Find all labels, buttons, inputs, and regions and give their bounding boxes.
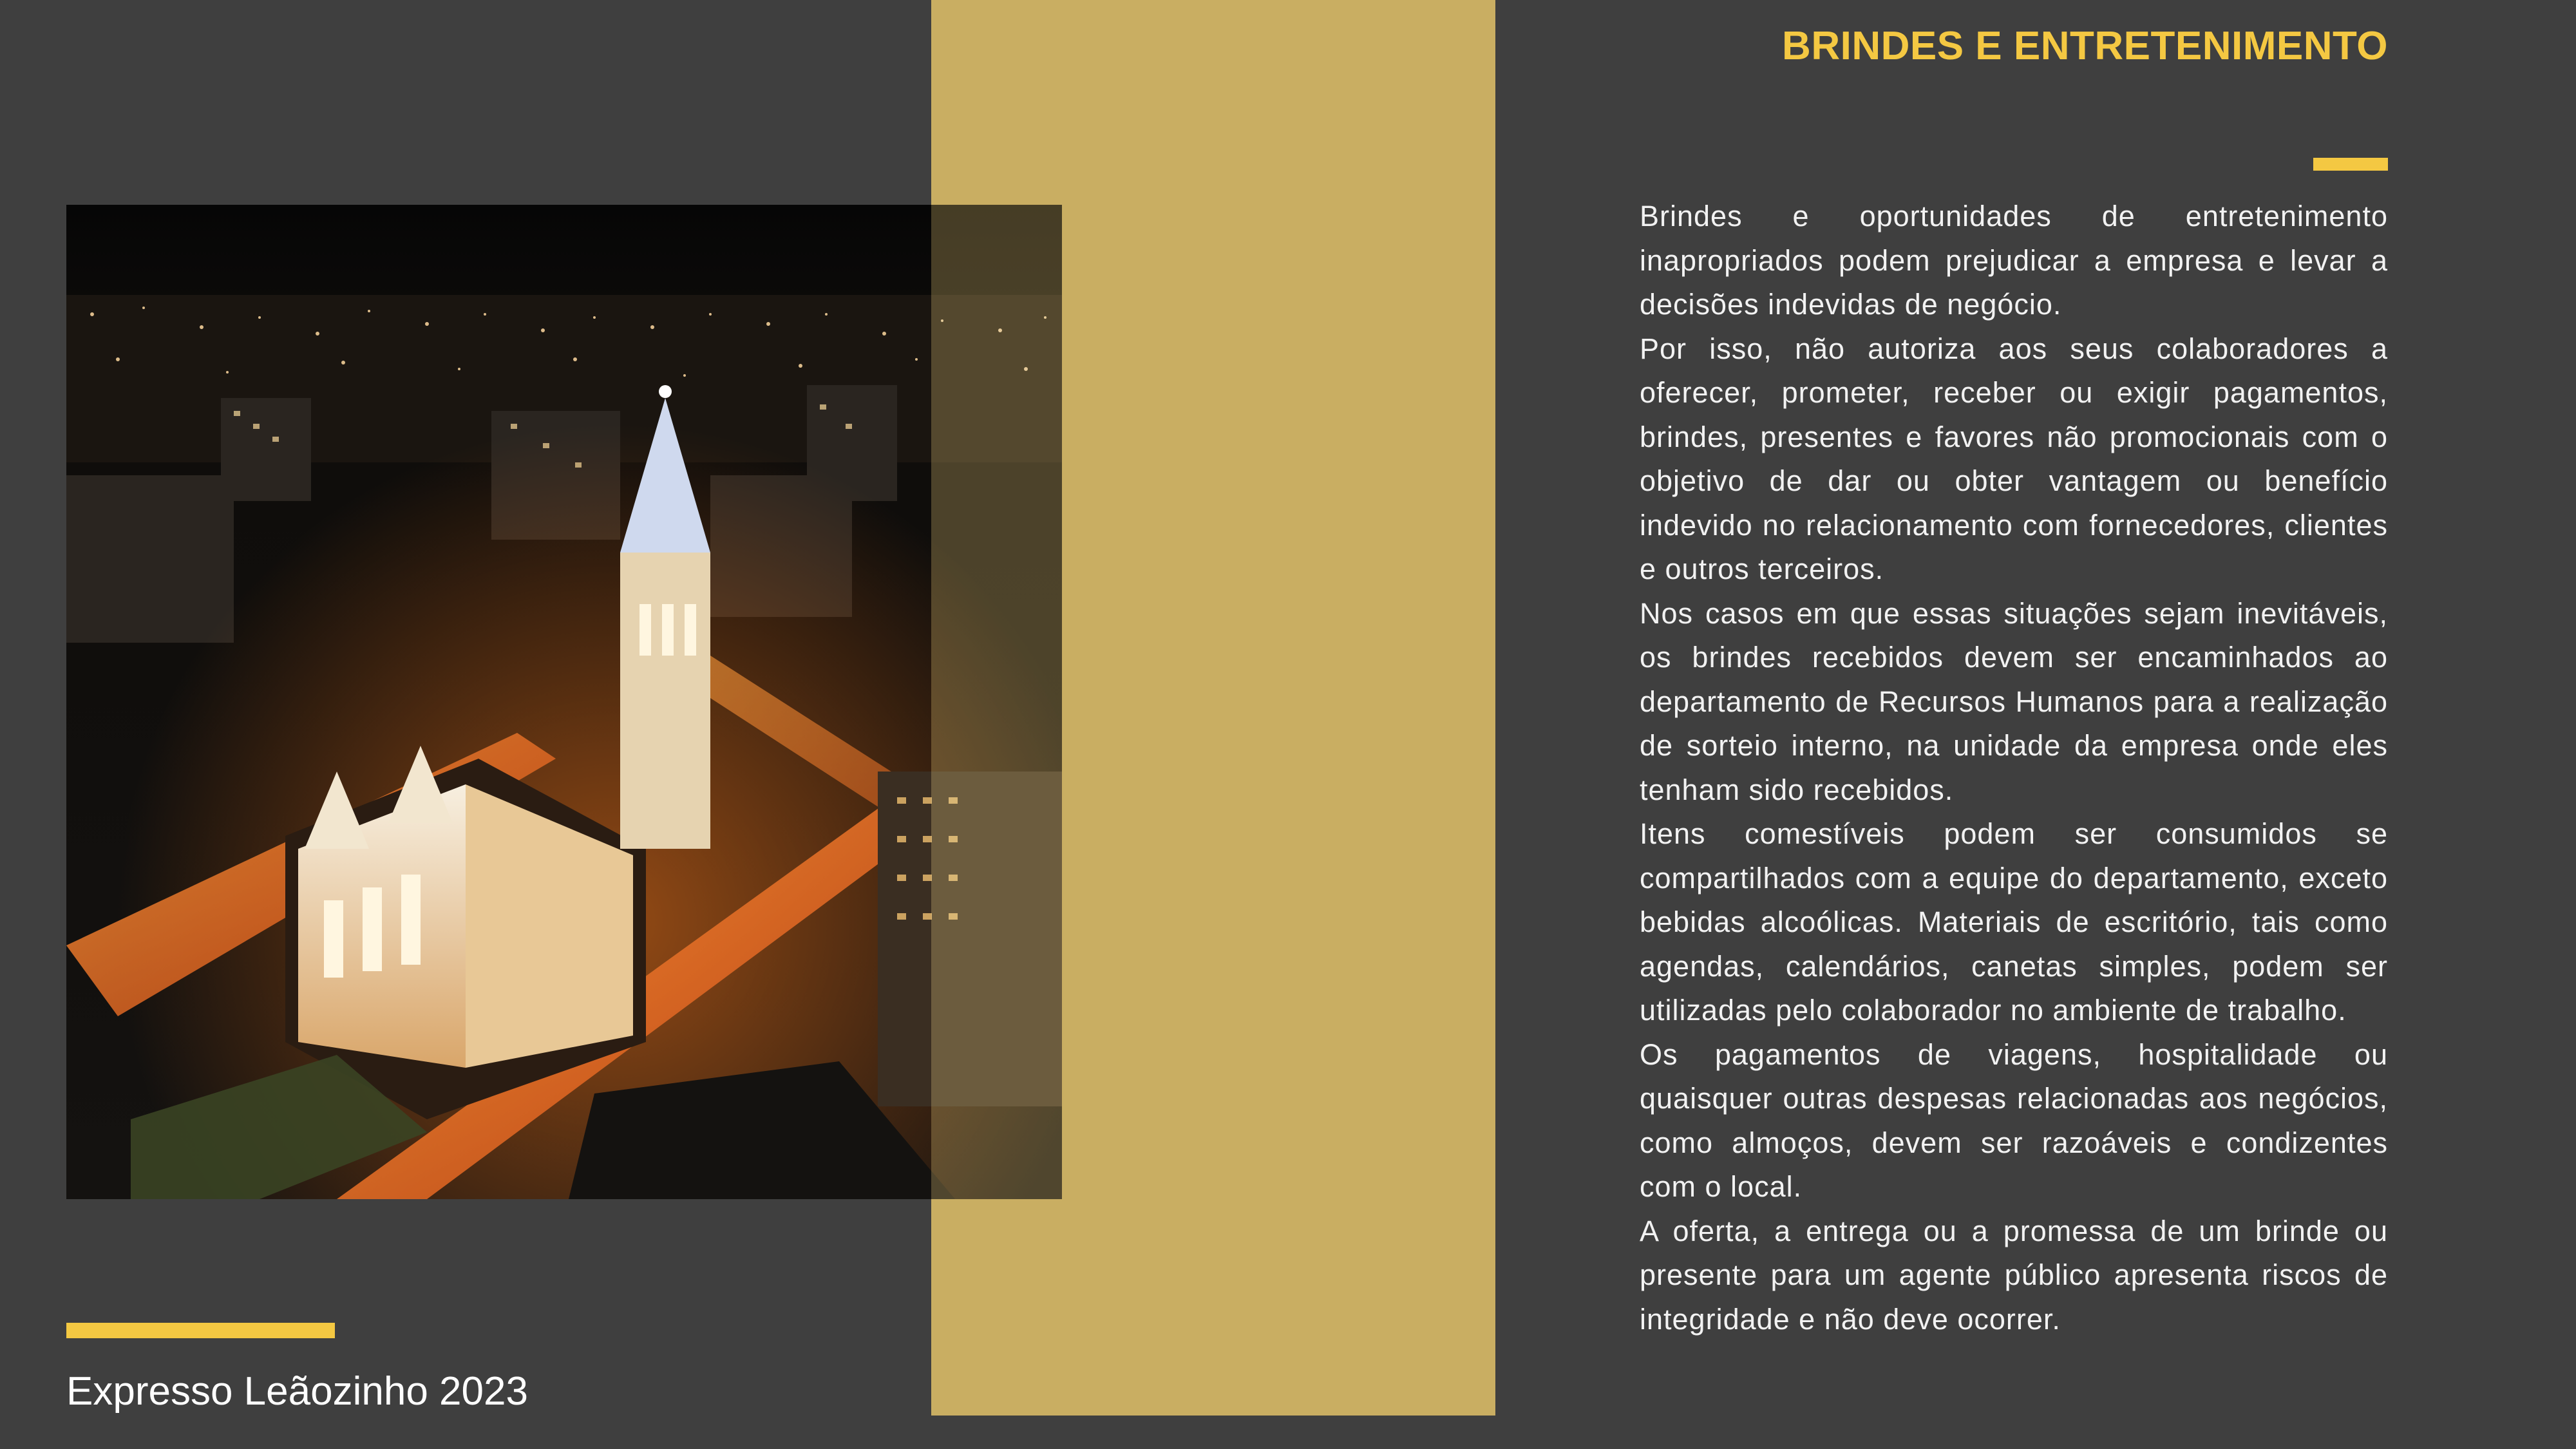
- paragraph: Brindes e oportunidades de entretenimento inapropriados podem prejudicar a empresa e levar a decisões indevidas de negócio.: [1640, 200, 2388, 321]
- body-text: [1640, 194, 2388, 1341]
- title-accent-bar: [2313, 158, 2388, 171]
- footer-accent-bar: [66, 1323, 335, 1338]
- paragraph: Itens comestíveis podem ser consumidos se compartilhados com a equipe do departamento, exceto bebidas alcoólicas. Materiais de escritório, tais como agendas, calendários, canetas simples, podem ser utilizadas pelo colaborador no ambiente de trabalho.: [1640, 817, 2388, 1027]
- section-title: BRINDES E ENTRETENIMENTO: [1782, 24, 2388, 68]
- paragraph: Nos casos em que essas situações sejam inevitáveis, os brindes recebidos devem ser encaminhados ao departamento de Recursos Humanos para a realização de sorteio interno, na unidade da empresa onde eles tenham sido recebidos.: [1640, 596, 2388, 806]
- city-night-photo: [66, 205, 1062, 1199]
- paragraph: Por isso, não autoriza aos seus colaboradores a oferecer, prometer, receber ou exigir pagamentos, brindes, presentes e favores não promocionais com o objetivo de dar ou obter vantagem ou benefício indevido no relacionamento com fornecedores, clientes e outros terceiros.: [1640, 332, 2388, 585]
- footer-company-year: Expresso Leãozinho 2023: [66, 1369, 528, 1414]
- paragraph: A oferta, a entrega ou a promessa de um brinde ou presente para um agente público apresenta riscos de integridade e não deve ocorrer.: [1640, 1214, 2388, 1336]
- paragraph: Os pagamentos de viagens, hospitalidade ou quaisquer outras despesas relacionadas aos negócios, como almoços, devem ser razoáveis e condizentes com o local.: [1640, 1037, 2388, 1203]
